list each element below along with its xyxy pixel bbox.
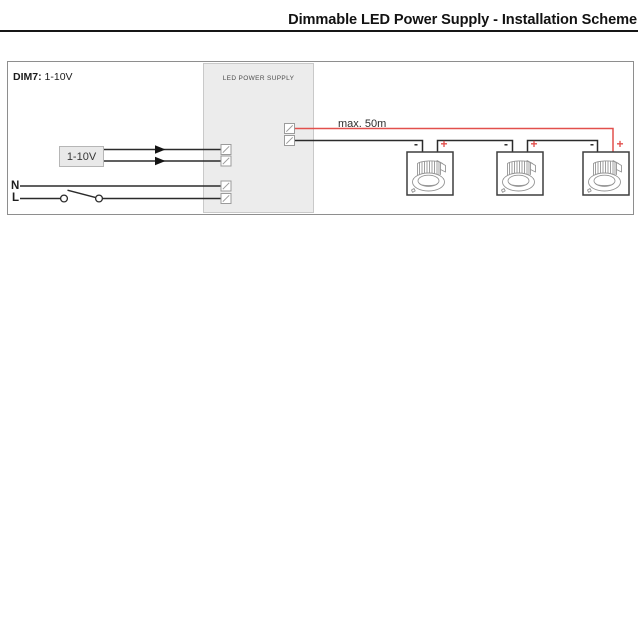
neutral-label: N: [11, 179, 20, 192]
dimmer-label: 1-10V: [66, 150, 97, 163]
luminaire-3-plus-label: +: [616, 136, 624, 151]
luminaire-3-minus-label: -: [590, 136, 594, 151]
mains-wires: [20, 186, 221, 199]
led-luminaires: [407, 152, 629, 195]
input-terminals: [221, 145, 231, 204]
luminaire-1-plus-label: +: [440, 136, 448, 151]
max-length-label: max. 50m: [338, 118, 387, 130]
terminal-line: [221, 194, 231, 204]
terminal-neutral: [221, 181, 231, 191]
luminaire-2-plus-label: +: [530, 136, 538, 151]
model-dim-type: 1-10V: [44, 71, 73, 83]
terminal-dim1: [221, 145, 231, 155]
luminaire-1-minus-label: -: [414, 136, 418, 151]
line-label: L: [12, 192, 20, 204]
switch-contact-left: [61, 195, 68, 202]
output-terminals: [285, 124, 295, 146]
terminal-dim2: [221, 156, 231, 166]
terminal-positive: [285, 124, 295, 134]
switch-contact-right: [96, 195, 103, 202]
page-title: Dimmable LED Power Supply - Installation Scheme: [288, 12, 637, 28]
led-power-supply-label: LED POWER SUPPLY: [222, 75, 295, 82]
dim-wire-1-arrow-icon: [155, 145, 166, 153]
terminal-negative: [285, 136, 295, 146]
output-negative-wire: [294, 141, 423, 152]
model-name: DIM7:: [13, 71, 42, 83]
dim-wire-2-arrow-icon: [155, 157, 166, 165]
switch-lever: [68, 190, 96, 197]
luminaire-2-minus-label: -: [504, 136, 508, 151]
dim-control-wires: [104, 150, 221, 162]
